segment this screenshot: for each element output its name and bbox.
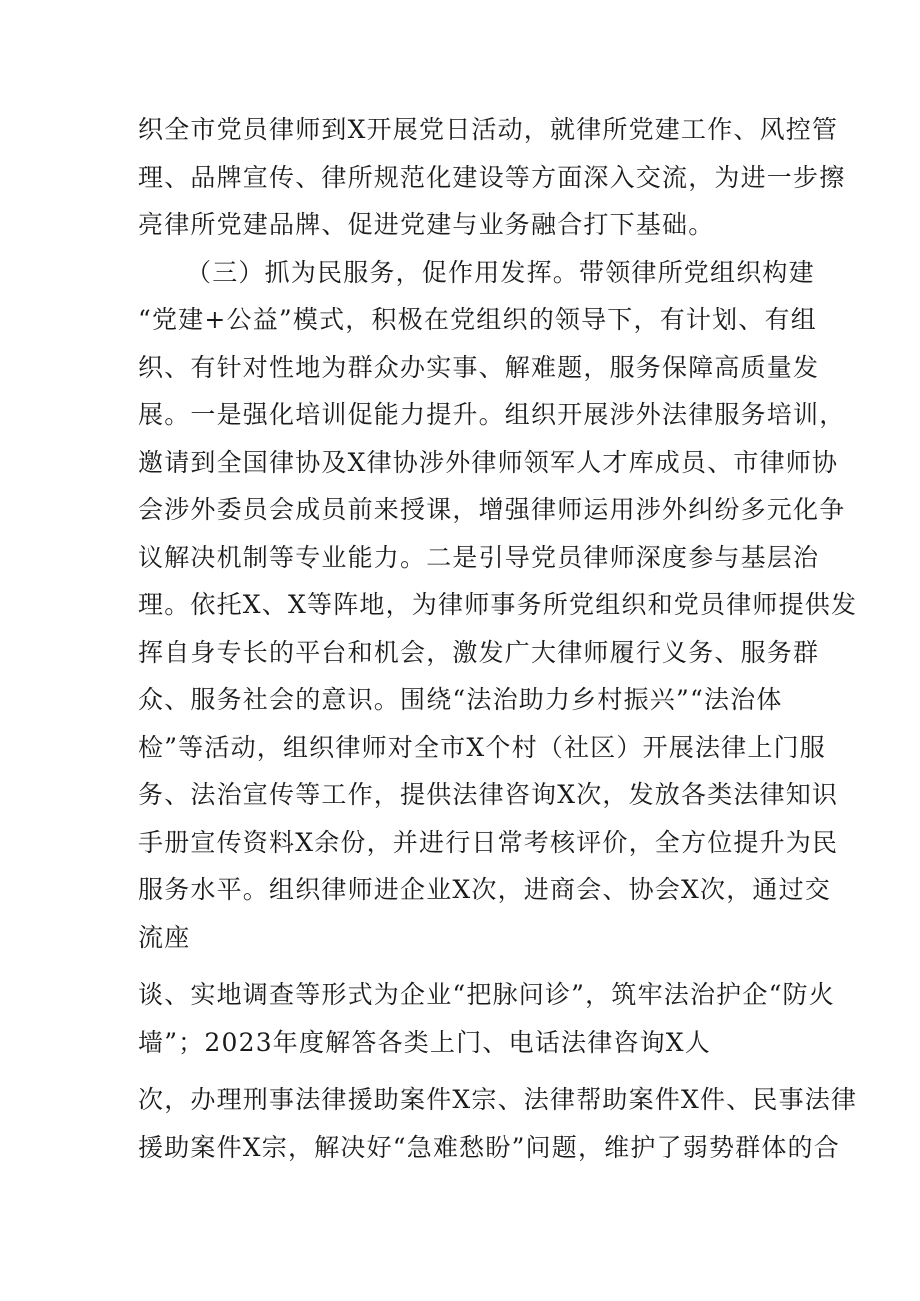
- text-line: 织全市党员律师到X开展党日活动，就律所党建工作、风控管: [138, 115, 839, 144]
- text-line: 理。依托X、X等阵地，为律师事务所党组织和党员律师提供发: [138, 590, 858, 619]
- text-line: 亮律所党建品牌、促进党建与业务融合打下基础。: [138, 210, 715, 239]
- text-line: 邀请到全国律协及X律协涉外律师领军人才库成员、市律师协: [138, 448, 839, 477]
- section-heading-line: （三）抓为民服务，促作用发挥。带领律所党组织构建: [186, 258, 815, 287]
- text-line: 展。一是强化培训促能力提升。组织开展涉外法律服务培训，: [138, 400, 846, 429]
- text-line: 检”等活动，组织律师对全市X个村（社区）开展法律上门服: [138, 733, 826, 762]
- text-line: 次，办理刑事法律援助案件X宗、法律帮助案件X件、民事法律: [138, 1085, 858, 1114]
- text-line: 务、法治宣传等工作，提供法律咨询X次，发放各类法律知识: [138, 780, 839, 809]
- text-line: 谈、实地调查等形式为企业“把脉问诊”，筑牢法治护企“防火: [138, 980, 835, 1009]
- text-line: 会涉外委员会成员前来授课，增强律师运用涉外纠纷多元化争: [138, 495, 846, 524]
- text-line: 织、有针对性地为群众办实事、解难题，服务保障高质量发: [138, 353, 820, 382]
- text-line: 墙”；2023年度解答各类上门、电话法律咨询X人: [138, 1028, 712, 1057]
- text-line: 援助案件X宗，解决好“急难愁盼”问题，维护了弱势群体的合: [138, 1133, 840, 1162]
- text-line: 理、品牌宣传、律所规范化建设等方面深入交流，为进一步擦: [138, 163, 846, 192]
- text-line: 流座: [138, 923, 191, 952]
- text-line: 挥自身专长的平台和机会，激发广大律师履行义务、服务群: [138, 638, 820, 667]
- text-line: 众、服务社会的意识。围绕“法治助力乡村振兴”“法治体: [138, 685, 783, 714]
- text-line: 手册宣传资料X余份，并进行日常考核评价，全方位提升为民: [138, 828, 839, 857]
- text-line: “党建+公益”模式，积极在党组织的领导下，有计划、有组: [138, 305, 817, 334]
- text-line: 服务水平。组织律师进企业X次，进商会、协会X次，通过交: [138, 875, 831, 904]
- text-line: 议解决机制等专业能力。二是引导党员律师深度参与基层治: [138, 543, 820, 572]
